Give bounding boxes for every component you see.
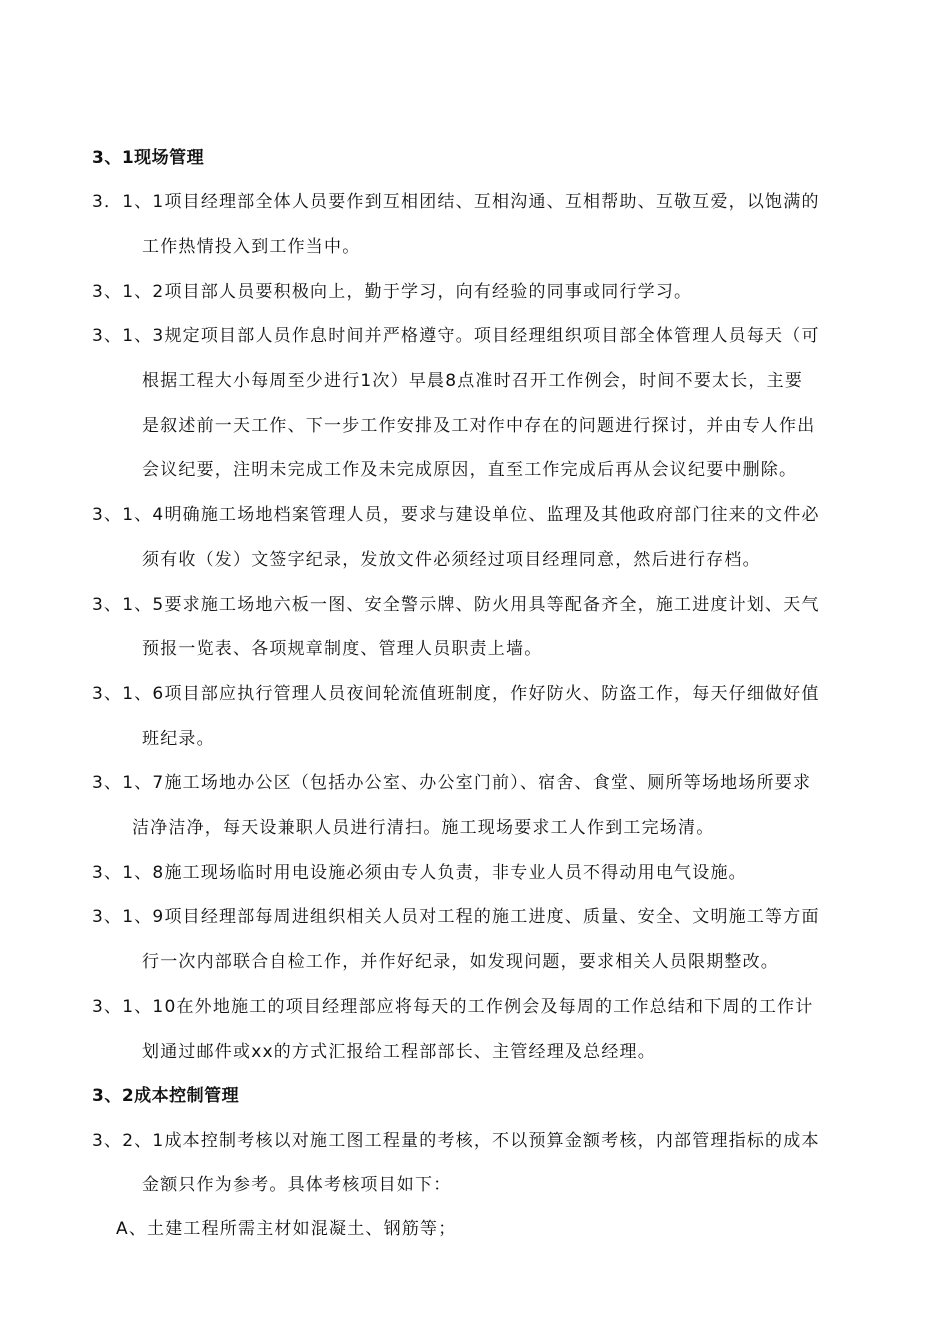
paragraph-line: 预报一览表、各项规章制度、管理人员职责上墙。	[142, 639, 543, 659]
paragraph-line: 3、1、4明确施工场地档案管理人员，要求与建设单位、监理及其他政府部门往来的文件必	[92, 505, 820, 525]
paragraph-line: 3、1、7施工场地办公区（包括办公室、办公室门前）、宿舍、食堂、厕所等场地场所要求	[92, 773, 812, 793]
paragraph-line: 3、1、8施工现场临时用电设施必须由专人负责，非专业人员不得动用电气设施。	[92, 863, 747, 883]
paragraph-line: 3、1、10在外地施工的项目经理部应将每天的工作例会及每周的工作总结和下周的工作计	[92, 997, 814, 1017]
paragraph-line: 划通过邮件或xx的方式汇报给工程部部长、主管经理及总经理。	[142, 1042, 656, 1062]
paragraph-line: 3、1、9项目经理部每周进组织相关人员对工程的施工进度、质量、安全、文明施工等方面	[92, 907, 820, 927]
paragraph-line: 会议纪要，注明未完成工作及未完成原因，直至工作完成后再从会议纪要中删除。	[142, 460, 798, 480]
paragraph-line: 3、2、1成本控制考核以对施工图工程量的考核，不以预算金额考核，内部管理指标的成本	[92, 1131, 820, 1151]
paragraph-line: 3、1、2项目部人员要积极向上，勤于学习，向有经验的同事或同行学习。	[92, 282, 693, 302]
paragraph-line: 行一次内部联合自检工作，并作好纪录，如发现问题，要求相关人员限期整改。	[142, 952, 779, 972]
paragraph-line: 3、1、5要求施工场地六板一图、安全警示牌、防火用具等配备齐全，施工进度计划、天气	[92, 595, 820, 615]
list-item: A、土建工程所需主材如混凝土、钢筋等；	[116, 1219, 457, 1239]
paragraph-line: 3．1、1项目经理部全体人员要作到互相团结、互相沟通、互相帮助、互敬互爱，以饱满的	[92, 192, 820, 212]
paragraph-line: 金额只作为参考。具体考核项目如下：	[142, 1175, 452, 1195]
paragraph-line: 须有收（发）文签字纪录，发放文件必须经过项目经理同意，然后进行存档。	[142, 550, 761, 570]
paragraph-line: 是叙述前一天工作、下一步工作安排及工对作中存在的问题进行探讨，并由专人作出	[142, 416, 816, 436]
section-heading: 3、1现场管理	[92, 148, 205, 168]
paragraph-line: 洁净洁净，每天设兼职人员进行清扫。施工现场要求工人作到工完场清。	[132, 818, 715, 838]
section-heading: 3、2成本控制管理	[92, 1086, 240, 1106]
paragraph-line: 工作热情投入到工作当中。	[142, 237, 361, 257]
paragraph-line: 班纪录。	[142, 729, 215, 749]
paragraph-line: 根据工程大小每周至少进行1次）早晨8点准时召开工作例会，时间不要太长，主要	[142, 371, 804, 391]
paragraph-line: 3、1、3规定项目部人员作息时间并严格遵守。项目经理组织项目部全体管理人员每天（可	[92, 326, 820, 346]
paragraph-line: 3、1、6项目部应执行管理人员夜间轮流值班制度，作好防火、防盗工作，每天仔细做好值	[92, 684, 820, 704]
